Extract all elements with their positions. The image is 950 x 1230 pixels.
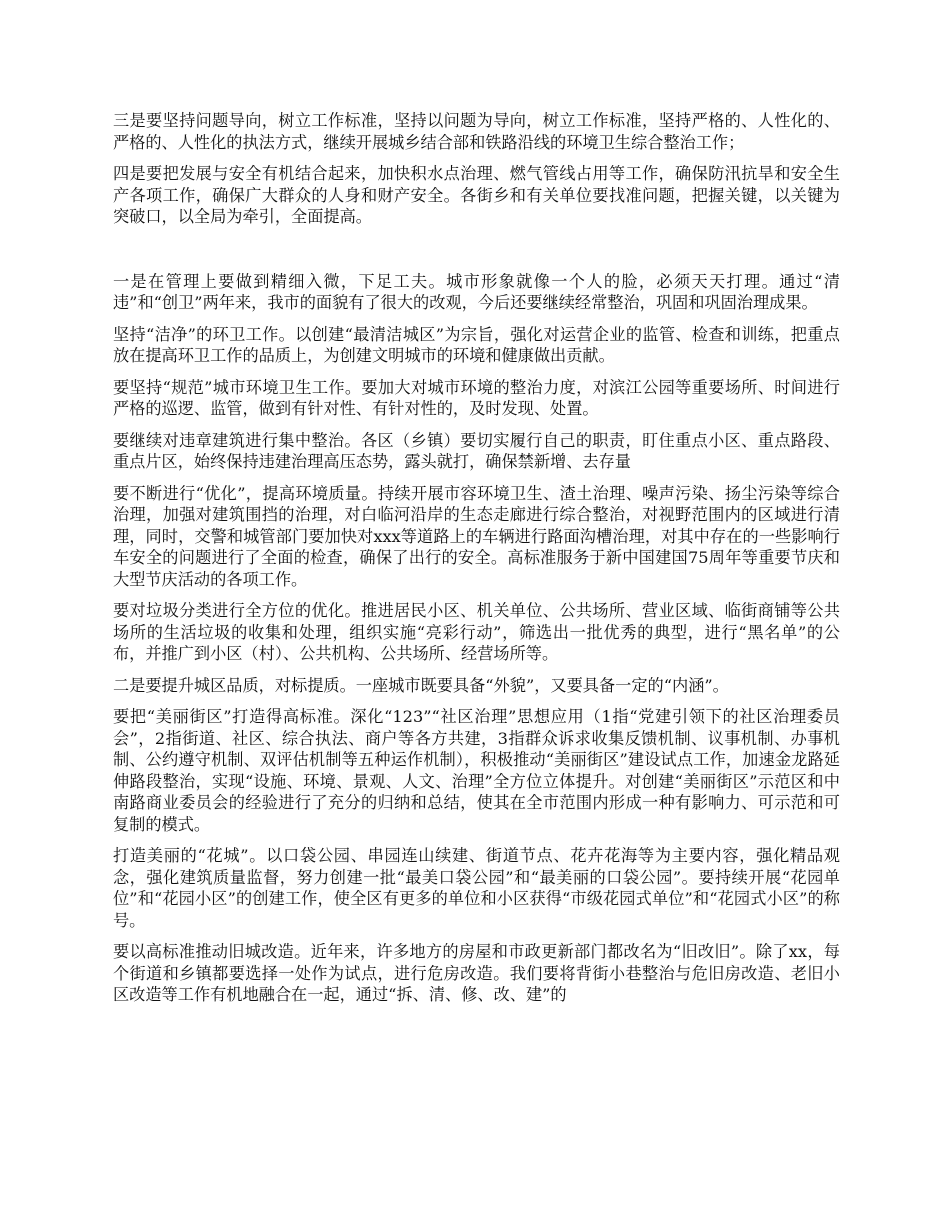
paragraph-standardization: 要坚持“规范”城市环境卫生工作。要加大对城市环境的整治力度，对滨江公园等重要场所、时间进行严格的巡逻、监管，做到有针对性、有针对性的，及时发现、处置。 [113, 377, 840, 418]
paragraph-point-one: 一是在管理上要做到精细入微，下足工夫。城市形象就像一个人的脸，必须天天打理。通过“清违”和“创卫”两年来，我市的面貌有了很大的改观，今后还要继续经常整治，巩固和巩固治理成果。 [113, 271, 840, 312]
paragraph-point-four: 四是要把发展与安全有机结合起来，加快积水点治理、燃气管线占用等工作，确保防汛抗旱和安全生产各项工作，确保广大群众的人身和财产安全。各街乡和有关单位要找准问题，把握关键，以关键为突破口，以全局为牵引，全面提高。 [113, 164, 840, 226]
paragraph-optimization: 要不断进行“优化”，提高环境质量。持续开展市容环境卫生、渣土治理、噪声污染、扬尘污染等综合治理，加强对建筑围挡的治理，对白临河沿岸的生态走廊进行综合整治，对视野范围内的区域进行清理，同时，交警和城管部门要加快对xxx等道路上的车辆进行路面沟槽治理，对其中存在的一些影响行车安全的问题进行了全面的检查，确保了出行的安全。高标准服务于新中国建国75周年等重要节庆和大型节庆活动的各项工作。 [113, 483, 840, 589]
paragraph-waste-sorting: 要对垃圾分类进行全方位的优化。推进居民小区、机关单位、公共场所、营业区域、临街商铺等公共场所的生活垃圾的收集和处理，组织实施“亮彩行动”，筛选出一批优秀的典型，进行“黑名单”的公布，并推广到小区（村）、公共机构、公共场所、经营场所等。 [113, 601, 840, 663]
paragraph-illegal-buildings: 要继续对违章建筑进行集中整治。各区（乡镇）要切实履行自己的职责，盯住重点小区、重点路段、重点片区，始终保持违建治理高压态势，露头就打，确保禁新增、去存量 [113, 430, 840, 471]
paragraph-point-two: 二是要提升城区品质，对标提质。一座城市既要具备“外貌”，又要具备一定的“内涵”。 [113, 675, 729, 695]
paragraph-beautiful-blocks: 要把“美丽街区”打造得高标准。深化“123”“社区治理”思想应用（1指“党建引领下的社区治理委员会”，2指街道、社区、综合执法、商户等各方共建，3指群众诉求收集反馈机制、议事机制、办事机制、公约遵守机制、双评估机制等五种运作机制），积极推动“美丽街区”建设试点工作，加速金龙路延伸路段整治，实现“设施、环境、景观、人文、治理”全方位立体提升。对创建“美丽街区”示范区和中南路商业委员会的经验进行了充分的归纳和总结，使其在全市范围内形成一种有影响力、可示范和可复制的模式。 [113, 707, 840, 834]
paragraph-old-city-renovation: 要以高标准推动旧城改造。近年来，许多地方的房屋和市政更新部门都改名为“旧改旧”。除了xx，每个街道和乡镇都要选择一处作为试点，进行危房改造。我们要将背街小巷整治与危旧房改造、老旧小区改造等工作有机地融合在一起，通过“拆、清、修、改、建”的 [113, 942, 840, 1004]
section-spacer [113, 238, 840, 271]
paragraph-sanitation: 坚持“洁净”的环卫工作。以创建“最清洁城区”为宗旨，强化对运营企业的监管、检查和训练，把重点放在提高环卫工作的品质上，为创建文明城市的环境和健康做出贡献。 [113, 324, 840, 365]
document-page [113, 110, 840, 1016]
paragraph-flower-city: 打造美丽的“花城”。以口袋公园、串园连山续建、街道节点、花卉花海等为主要内容，强化精品观念，强化建筑质量监督，努力创建一批“最美口袋公园”和“最美丽的口袋公园”。要持续开展“花园单位”和“花园小区”的创建工作，使全区有更多的单位和小区获得“市级花园式单位”和“花园式小区”的称号。 [113, 846, 840, 930]
paragraph-point-three: 三是要坚持问题导向，树立工作标准，坚持以问题为导向，树立工作标准，坚持严格的、人性化的、严格的、人性化的执法方式，继续开展城乡结合部和铁路沿线的环境卫生综合整治工作； [113, 111, 840, 152]
